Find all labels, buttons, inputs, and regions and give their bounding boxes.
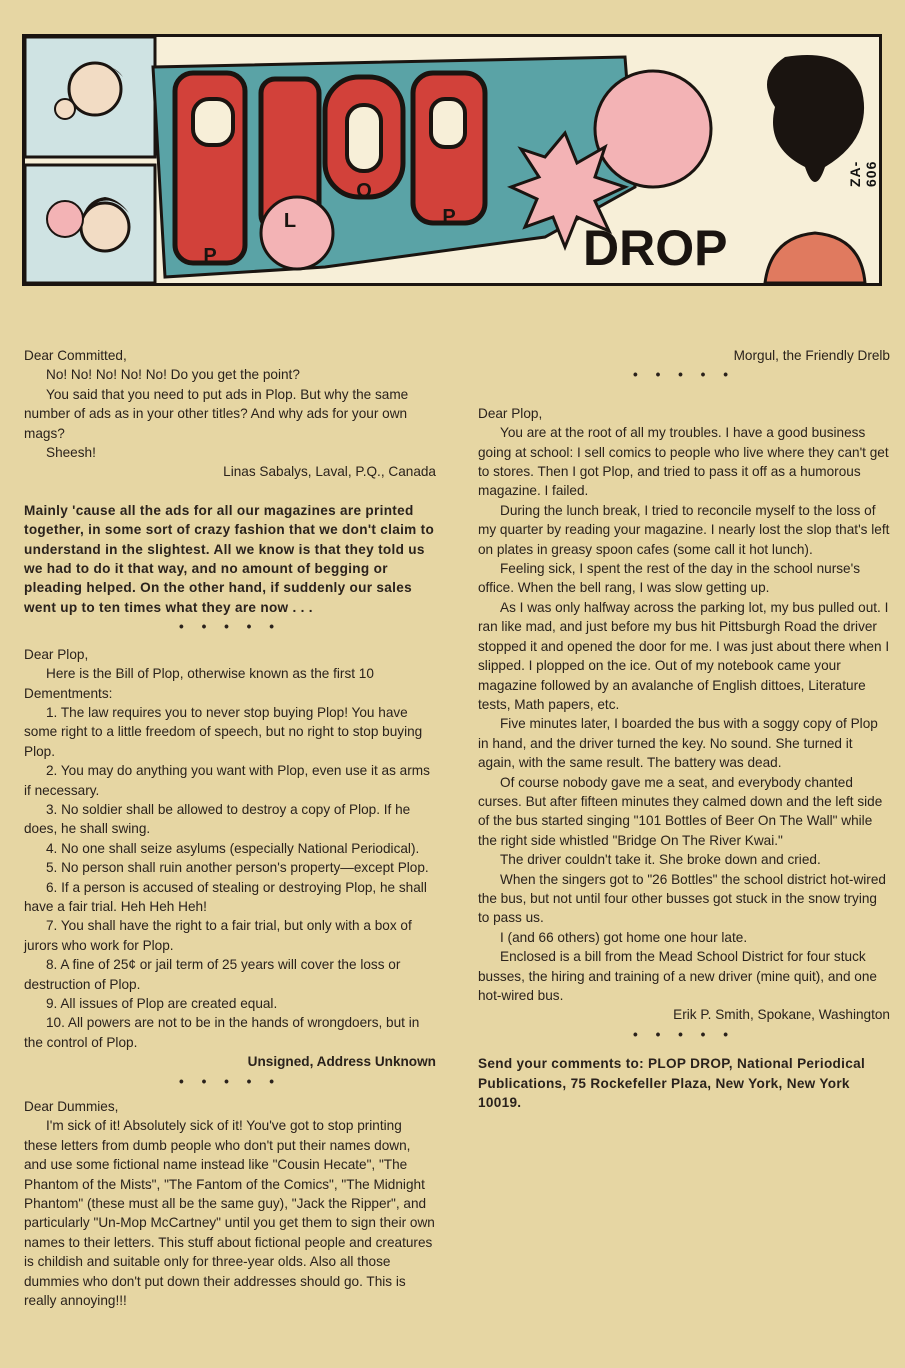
paragraph: Five minutes later, I boarded the bus with a soggy copy of Plop in hand, and the driver turned the key. No sound. She turned it again, with the same result. The battery was dead. [478, 716, 878, 771]
list-item: 9. All issues of Plop are created equal. [46, 996, 278, 1011]
salutation: Dear Plop, [478, 405, 543, 421]
left-column [24, 346, 436, 1309]
bubble-icon [595, 71, 711, 187]
paragraph: Enclosed is a bill from the Mead School District for four stuck busses, the hiring and training of a new driver (mine quit), and one hot-wired bus. [478, 949, 877, 1003]
title-letter-2: O [356, 180, 372, 202]
letter-dummies [24, 1097, 436, 1309]
list-item: 7. You shall have the right to a fair trial, but only with a box of jurors who work for Plop. [24, 918, 412, 953]
signature: Erik P. Smith, Spokane, Washington [673, 1007, 890, 1023]
paragraph: The driver couldn't take it. She broke down and cried. [500, 852, 821, 868]
title-letter-1: L [283, 210, 297, 232]
submission-address: Send your comments to: PLOP DROP, National Periodical Publications, 75 Rockefeller Plaza, New York, New York 10019. [478, 1056, 866, 1111]
paragraph: You are at the root of all my troubles. I have a good business going at school: I sell comics to people who live where they can't get to stores. Then I got Plop, and tried to pass it off as a humorous magazine. I failed. [478, 425, 889, 499]
list-item: 4. No one shall seize asylums (especially National Periodical). [46, 840, 420, 856]
right-column [478, 346, 890, 1112]
paragraph-part: I'm sick of it! Absolutely sick of it! You've got to stop printing these letters from dumb people who don't put their names down, and use some fictional name instead like "Cousin Hecate", "The Phantom of the Mists", "The Fantom of the Comics", "The Midnight Phantom" (these must all be the same guy), "Jack the Ripper", and particularly "Un-Mop McCartney" until you get them to sign their own names to their letters. This stuff about fictional people and creatures is childish and suitable only for three-year olds. Also all those dummies who don't put down their addresses should go. This is really annoying!!! [24, 1118, 435, 1309]
bubble-icon [261, 197, 333, 269]
list-item: 1. The law requires you to never stop buying Plop! You have some right to a little freedom of speech, but no right to stop buying Plop. [24, 704, 423, 759]
list-item: 2. You may do anything you want with Plop, even use it as arms if necessary. [24, 763, 430, 798]
salutation: Dear Plop, [24, 646, 89, 662]
paragraph: You said that you need to put ads in Plop. But why the same number of ads as in your other titles? And why ads for your own mags? [24, 386, 409, 441]
paragraph: Feeling sick, I spent the rest of the day in the school nurse's office. When the bell rang, I was slow getting up. [478, 561, 861, 596]
list-item: 3. No soldier shall be allowed to destroy a copy of Plop. If he does, he shall swing. [24, 801, 411, 837]
plop-drop-banner [22, 34, 882, 286]
letter-bill-of-plop [24, 645, 436, 1097]
paragraph: Sheesh! [46, 445, 96, 461]
list-item: 10. All powers are not to be in the hands of wrongdoers, but in the control of Plop. [24, 1015, 420, 1050]
paragraph: Here is the Bill of Plop, otherwise known as the first 10 Dementments: [24, 666, 374, 701]
editor-reply: Mainly 'cause all the ads for all our magazines are printed together, in some sort of crazy fashion that we don't claim to understand in the slightest. All we know is that they told us we had to do it that way, and no amount of begging or pleading helped. On the other hand, if suddenly our sales went up to ten times what they are now . . . [24, 502, 435, 615]
separator: • • • • • [633, 1026, 735, 1042]
zone-code: ZA-606 [847, 160, 879, 187]
list-item: 8. A fine of 25¢ or jail term of 25 years will cover the loss or destruction of Plop. [24, 957, 401, 992]
paragraph: When the singers got to "26 Bottles" the school district hot-wired the bus, but not until four other busses got stuck in the snow trying to pass us. [478, 871, 886, 926]
salutation: Dear Dummies, [24, 1099, 119, 1115]
separator: • • • • • [179, 1073, 281, 1089]
title-letter-0: P [203, 245, 217, 267]
paragraph: No! No! No! No! No! Do you get the point? [46, 367, 300, 383]
drop-word: DROP [583, 220, 728, 276]
signature: Linas Sabalys, Laval, P.Q., Canada [223, 464, 436, 480]
list-item: 6. If a person is accused of stealing or destroying Plop, he shall have a fair trial. Heh Heh Heh! [24, 879, 427, 914]
title-letter-3: P [442, 206, 456, 228]
paragraph: I (and 66 others) got home one hour late. [500, 929, 748, 945]
separator: • • • • • [179, 619, 281, 635]
list-item: 5. No person shall ruin another person's property—except Plop. [46, 860, 429, 876]
signature: Morgul, the Friendly Drelb [733, 348, 890, 363]
letter-troubles [478, 404, 890, 1054]
paragraph: Of course nobody gave me a seat, and everybody chanted curses. But after fifteen minutes they calmed down and the left side of the bus started singing "101 Bottles of Beer On The Wall" while the right side whistled "Bridge On The River Kwai." [478, 774, 883, 848]
paragraph: As I was only halfway across the parking lot, my bus pulled out. I ran like mad, and just before my bus hit Pittsburgh Road the driver stopped it and opened the door for me. I was just about there when I slipped. I plopped on the ice. Out of my notebook came your magazine followed by an avalanche of English dittoes, Literature tests, Math papers, etc. [478, 599, 890, 712]
salutation: Dear Committed, [24, 348, 127, 363]
separator: • • • • • [633, 367, 735, 383]
paragraph: During the lunch break, I tried to reconcile myself to the loss of my quarter by reading your magazine. I nearly lost the slop that's left on plates in greasy spoon cafes (some call it hot lunch). [478, 502, 890, 557]
banner-artwork [25, 37, 879, 283]
letter-committed [24, 346, 436, 645]
signature: Unsigned, Address Unknown [247, 1054, 436, 1070]
